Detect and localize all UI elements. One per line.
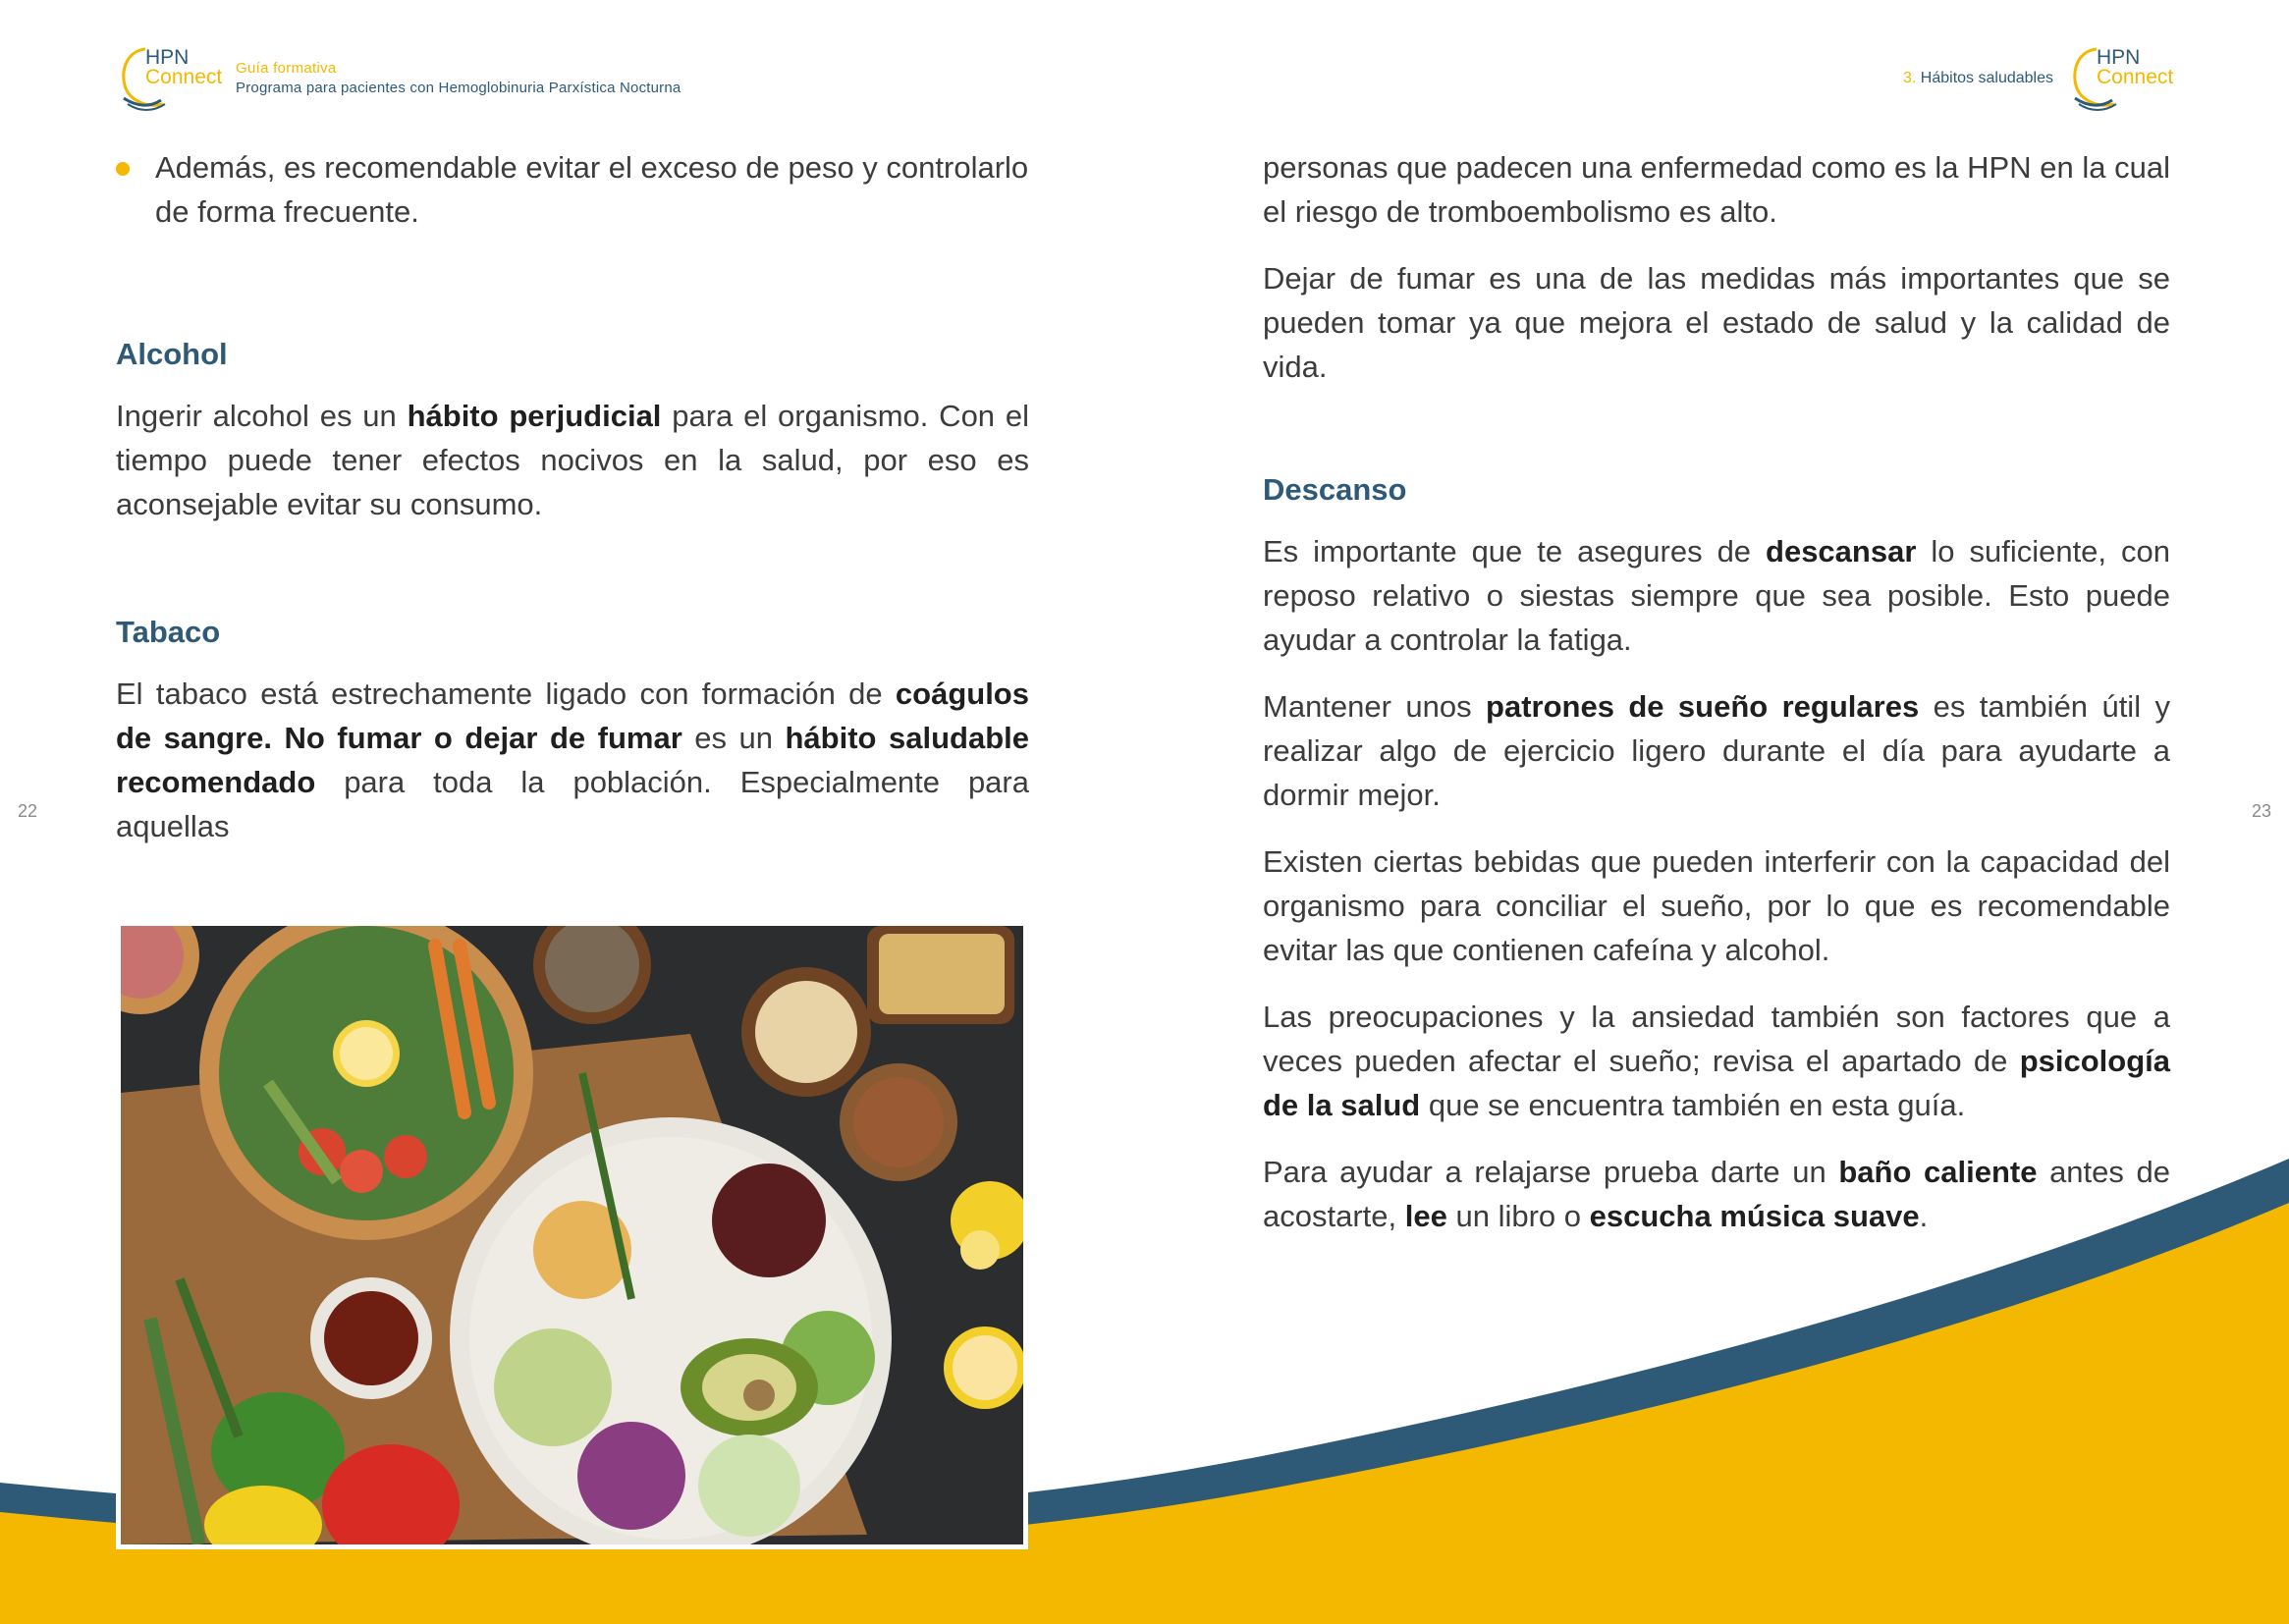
bullet-text: Además, es recomendable evitar el exceso de peso y controlarlo de forma frecuente.: [155, 150, 1029, 229]
header-left: [116, 43, 681, 114]
page-number-left: 22: [18, 801, 38, 821]
paragraph-descanso-3: Existen ciertas bebidas que pueden interferir con la capacidad del organismo para conciliar el sueño, por lo que es recomendable evitar las que contienen cafeína y alcohol.: [1263, 844, 2170, 967]
guide-title: Guía formativa: [236, 60, 337, 77]
page-number-right: 23: [2251, 801, 2271, 821]
list-item: [116, 145, 1029, 256]
paragraph-descanso-5: Para ayudar a relajarse prueba darte un baño caliente antes de acostarte, lee un libro o escucha música suave.: [1263, 1155, 2170, 1233]
paragraph-descanso-2: Mantener unos patrones de sueño regulares es también útil y realizar algo de ejercicio ligero durante el día para ayudarte a dormir mejor.: [1263, 689, 2170, 812]
logo-text-hpn: HPN: [145, 46, 190, 69]
right-column: [1263, 145, 2170, 1261]
paragraph-descanso-1: Es importante que te asegures de descansar lo suficiente, con reposo relativo o siestas siempre que sea posible. Esto puede ayudar a controlar la fatiga.: [1263, 534, 2170, 657]
heading-descanso: Descanso: [1263, 472, 1407, 507]
heading-tabaco: Tabaco: [116, 615, 221, 649]
food-photo: [116, 921, 1028, 1549]
bullet-icon: [116, 162, 130, 176]
section-tag: [1903, 69, 2053, 88]
left-column: [116, 145, 1029, 871]
hpn-connect-logo: [116, 43, 222, 114]
paragraph-descanso-4: Las preocupaciones y la ansiedad también son factores que a veces pueden afectar el sueño; revisa el apartado de psicología de la salud que se encuentra también en esta guía.: [1263, 1000, 2170, 1122]
header-right: [1903, 43, 2173, 114]
guide-header: [236, 59, 681, 98]
paragraph-tabaco: El tabaco está estrechamente ligado con formación de coágulos de sangre. No fumar o dejar de fumar es un hábito saludable recomendado para toda la población. Especialmente para aquellas: [116, 677, 1029, 843]
heading-alcohol: Alcohol: [116, 337, 228, 371]
guide-subtitle: Programa para pacientes con Hemoglobinuria Parxística Nocturna: [236, 80, 681, 96]
paragraph-continuation: personas que padecen una enfermedad como es la HPN en la cual el riesgo de tromboembolismo es alto.: [1263, 150, 2170, 229]
logo-text-hpn: HPN: [2097, 46, 2141, 69]
paragraph-quit-smoking: Dejar de fumar es una de las medidas más importantes que se pueden tomar ya que mejora el estado de salud y la calidad de vida.: [1263, 261, 2170, 384]
hpn-connect-logo-right: [2067, 43, 2173, 114]
section-number: 3.: [1903, 70, 1917, 86]
logo-text-connect: Connect: [145, 66, 223, 88]
logo-text-connect: Connect: [2097, 66, 2174, 88]
section-name: Hábitos saludables: [1920, 70, 2053, 86]
paragraph-alcohol: Ingerir alcohol es un hábito perjudicial para el organismo. Con el tiempo puede tener efectos nocivos en la salud, por eso es aconsejable evitar su consumo.: [116, 399, 1029, 521]
